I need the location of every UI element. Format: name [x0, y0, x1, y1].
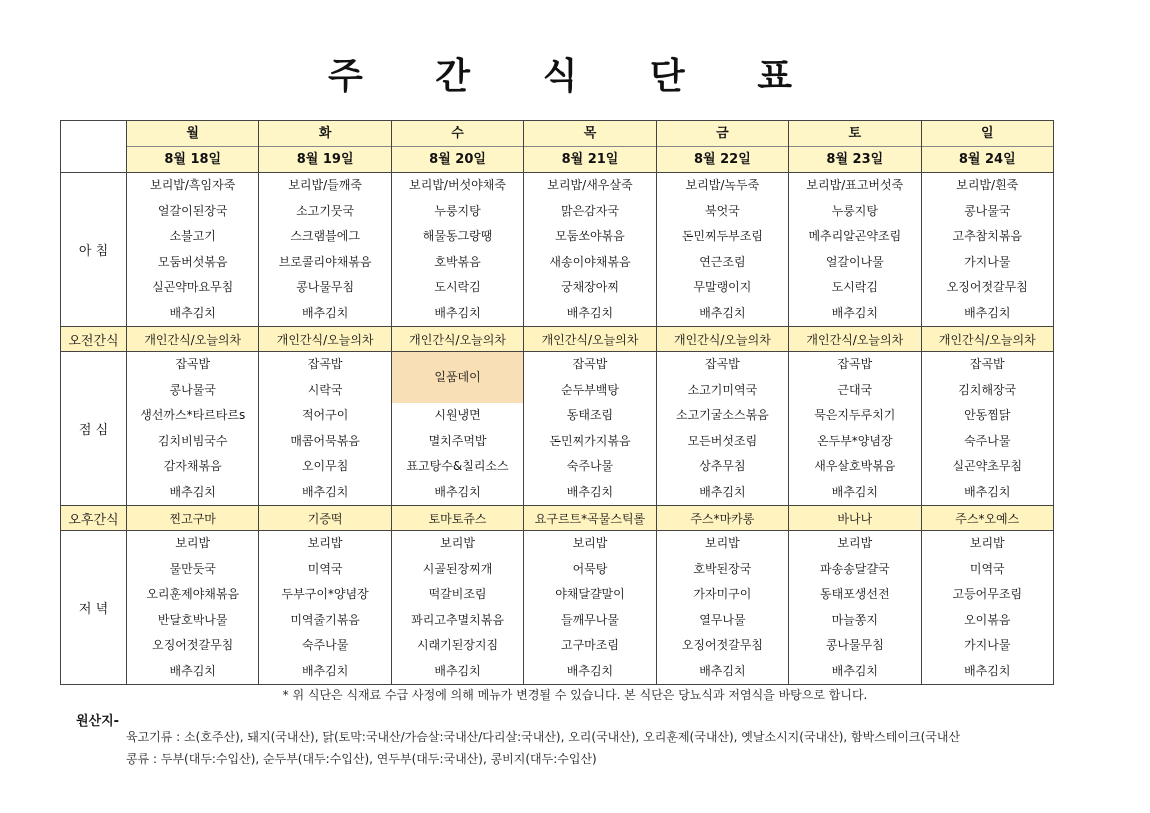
lunch-mon: [127, 352, 259, 506]
menu-item: 소불고기: [169, 229, 216, 243]
menu-item: 새송이야채볶음: [549, 254, 631, 269]
menu-item: 얼갈이된장국: [157, 203, 228, 218]
menu-item: 가지나물: [964, 254, 1011, 269]
lunch-label: 점 심: [61, 352, 127, 506]
menu-item-special: 일품데이: [392, 352, 523, 403]
dinner-fri: [656, 531, 788, 685]
menu-item: 배추김치: [301, 663, 349, 678]
day-name: 화: [318, 126, 332, 141]
menu-item: 감자채볶음: [163, 459, 222, 473]
menu-item: 보리밥/흑임자죽: [150, 178, 236, 192]
menu-item: 김치비빔국수: [157, 433, 228, 448]
lunch-wed: [391, 352, 523, 506]
day-date: 8월 20일: [392, 146, 523, 172]
menu-item: 고추참치볶음: [952, 229, 1023, 243]
day-name: 목: [583, 126, 597, 141]
menu-item: 오징어젓갈무침: [681, 638, 763, 652]
menu-item: 연근조림: [699, 254, 746, 269]
breakfast-sat: [789, 173, 921, 327]
menu-item: 도시락김: [831, 280, 878, 294]
menu-item: 배추김치: [566, 663, 614, 678]
menu-item: 보리밥: [705, 536, 740, 550]
menu-item: 무말랭이지: [693, 280, 752, 294]
menu-item: 돈민찌가지볶음: [549, 433, 631, 448]
menu-item: 보리밥: [175, 536, 211, 550]
menu-item: 상추무침: [699, 459, 746, 473]
menu-item: 보리밥/버섯야채죽: [409, 178, 506, 192]
menu-item: 동태조림: [566, 408, 614, 422]
day-date: 8월 19일: [259, 146, 390, 172]
menu-item: 물만둣국: [169, 561, 216, 576]
menu-item: 실곤약초무침: [952, 459, 1023, 473]
menu-item: 콩나물국: [169, 382, 216, 397]
lunch-tue: [259, 352, 391, 506]
menu-item: 보리밥: [969, 536, 1005, 550]
menu-item: 배추김치: [831, 484, 878, 499]
dinner-mon: [127, 531, 259, 685]
lunch-sat: [789, 352, 921, 506]
menu-item: 배추김치: [831, 305, 878, 320]
pm-snack-sat: 바나나: [789, 506, 921, 531]
menu-item: 보리밥: [572, 536, 608, 550]
menu-item: 생선까스*타르타르s: [140, 408, 246, 422]
lunch-thu: [524, 352, 656, 506]
am-snack-thu: 개인간식/오늘의차: [524, 327, 656, 352]
menu-item: 소고기뭇국: [296, 203, 355, 218]
menu-item: 배추김치: [831, 663, 878, 678]
breakfast-tue: [259, 173, 391, 327]
menu-item: 맑은감자국: [560, 203, 619, 218]
menu-item: 돈민찌두부조림: [681, 229, 763, 243]
am-snack-tue: 개인간식/오늘의차: [259, 327, 391, 352]
day-header-tue: [259, 121, 391, 173]
menu-item: 호박볶음: [434, 254, 481, 269]
am-snack-wed: 개인간식/오늘의차: [391, 327, 523, 352]
menu-item: 배추김치: [301, 305, 349, 320]
day-header-wed: [391, 121, 523, 173]
corner-cell: [61, 121, 127, 173]
pm-snack-mon: 찐고구마: [127, 506, 259, 531]
pm-snack-label: 오후간식: [61, 506, 127, 531]
menu-item: 온두부*양념장: [817, 433, 893, 448]
menu-item: 잡곡밥: [969, 357, 1005, 371]
menu-item: 브로콜리야채볶음: [278, 254, 372, 269]
pm-snack-wed: 토마토쥬스: [391, 506, 523, 531]
am-snack-fri: 개인간식/오늘의차: [656, 327, 788, 352]
lunch-sun: [921, 352, 1053, 506]
day-header-thu: [524, 121, 656, 173]
menu-item: 마늘쫑지: [831, 612, 878, 627]
menu-item: 멸치주먹밥: [428, 433, 487, 448]
day-name: 수: [451, 126, 464, 141]
am-snack-label: 오전간식: [61, 327, 127, 352]
menu-item: 보리밥: [440, 536, 475, 550]
menu-item: 배추김치: [699, 484, 746, 499]
menu-item: 배추김치: [169, 484, 216, 499]
dinner-wed: [391, 531, 523, 685]
menu-item: 오징어젓갈무침: [946, 280, 1028, 294]
menu-item: 두부구이*양념장: [281, 587, 369, 601]
menu-item: 숙주나물: [964, 433, 1011, 448]
menu-item: 야채달걀말이: [555, 587, 625, 601]
day-header-fri: [656, 121, 788, 173]
menu-item: 보리밥/새우살죽: [547, 178, 633, 192]
menu-item: 매콤어묵볶음: [290, 433, 360, 448]
menu-item: 미역국: [969, 561, 1005, 576]
menu-item: 스크램블에그: [290, 229, 360, 243]
weekly-menu-table: [60, 120, 1054, 685]
breakfast-mon: [127, 173, 259, 327]
menu-item: 잡곡밥: [307, 357, 343, 371]
day-date: 8월 18일: [127, 146, 258, 172]
menu-item: 잡곡밥: [572, 357, 608, 371]
menu-item: 숙주나물: [566, 459, 614, 473]
dinner-tue: [259, 531, 391, 685]
menu-item: 모둠버섯볶음: [157, 254, 228, 269]
menu-item: 모둠쏘야볶음: [555, 229, 625, 243]
menu-item: 북엇국: [705, 203, 740, 218]
pm-snack-sun: 주스*오예스: [921, 506, 1053, 531]
menu-item: 배추김치: [964, 663, 1011, 678]
menu-item: 고등어무조림: [952, 587, 1023, 601]
breakfast-wed: [391, 173, 523, 327]
breakfast-label: 아 침: [61, 173, 127, 327]
menu-item: 보리밥/녹두죽: [685, 178, 760, 192]
menu-item: 소고기미역국: [687, 382, 758, 397]
menu-item: 동태포생선전: [820, 587, 890, 601]
day-date: 8월 23일: [789, 146, 920, 172]
menu-item: 떡갈비조림: [428, 587, 487, 601]
dinner-label: 저 녁: [61, 531, 127, 685]
origin-beans: 콩류 : 두부(대두:수입산), 순두부(대두:수입산), 연두부(대두:국내산), 콩비지(대두:수입산): [126, 752, 597, 766]
menu-item: 오이볶음: [964, 612, 1011, 627]
origin-meat: 육고기류 : 소(호주산), 돼지(국내산), 닭(토막:국내산/가슴살:국내산/다리살:국내산), 오리(국내산), 오리훈제(국내산), 옛날소시지(국내산), 함박스테이크(국내산: [126, 730, 961, 744]
breakfast-thu: [524, 173, 656, 327]
day-name: 금: [716, 126, 729, 141]
menu-item: 오리훈제야채볶음: [146, 587, 240, 601]
am-snack-mon: 개인간식/오늘의차: [127, 327, 259, 352]
pm-snack-tue: 기증떡: [259, 506, 391, 531]
menu-item: 도시락김: [434, 280, 481, 294]
menu-item: 고구마조림: [560, 638, 619, 652]
pm-snack-thu: 요구르트*곡물스틱롤: [524, 506, 656, 531]
day-date: 8월 21일: [524, 146, 655, 172]
day-date: 8월 24일: [922, 146, 1053, 172]
breakfast-sun: [921, 173, 1053, 327]
menu-item: 호박된장국: [693, 561, 752, 576]
dinner-sat: [789, 531, 921, 685]
menu-item: 열무나물: [699, 612, 746, 627]
menu-item: 시원냉면: [434, 408, 481, 422]
menu-item: 오이무침: [301, 459, 349, 473]
menu-item: 시골된장찌개: [422, 561, 493, 576]
menu-item: 배추김치: [434, 663, 481, 678]
menu-item: 누룽지탕: [434, 203, 481, 218]
menu-item: 배추김치: [964, 305, 1011, 320]
menu-item: 배추김치: [434, 305, 481, 320]
pm-snack-row: [61, 506, 1054, 531]
menu-item: 모든버섯조림: [687, 433, 758, 448]
menu-item: 배추김치: [566, 484, 614, 499]
menu-item: 김치해장국: [958, 382, 1017, 397]
menu-item: 배추김치: [964, 484, 1011, 499]
lunch-row: [61, 352, 1054, 506]
menu-item: 보리밥: [307, 536, 343, 550]
day-header-sat: [789, 121, 921, 173]
menu-item: 보리밥: [837, 536, 873, 550]
menu-item: 누룽지탕: [831, 203, 878, 218]
menu-item: 미역줄기볶음: [290, 612, 360, 627]
am-snack-row: [61, 327, 1054, 352]
menu-item: 해물동그랑땡: [422, 229, 493, 243]
menu-item: 콩나물무침: [825, 638, 884, 652]
menu-item: 보리밥/흰죽: [956, 178, 1019, 192]
day-header-sun: [921, 121, 1053, 173]
breakfast-fri: [656, 173, 788, 327]
menu-item: 순두부백탕: [560, 382, 619, 397]
menu-item: 적어구이: [301, 408, 349, 422]
menu-item: 배추김치: [169, 305, 216, 320]
dinner-thu: [524, 531, 656, 685]
menu-item: 배추김치: [434, 484, 481, 499]
menu-item: 잡곡밥: [175, 357, 211, 371]
menu-item: 배추김치: [699, 305, 746, 320]
menu-item: 실곤약마요무침: [152, 280, 234, 294]
menu-item: 새우살호박볶음: [814, 459, 896, 473]
menu-item: 들깨무나물: [560, 612, 619, 627]
menu-item: 시락국: [307, 382, 343, 397]
day-name: 토: [848, 126, 862, 141]
am-snack-sun: 개인간식/오늘의차: [921, 327, 1053, 352]
dinner-row: [61, 531, 1054, 685]
menu-item: 배추김치: [699, 663, 746, 678]
menu-item: 표고탕수&칠리소스: [406, 459, 509, 473]
menu-item: 배추김치: [169, 663, 216, 678]
menu-item: 잡곡밥: [705, 357, 740, 371]
day-header-row: [61, 121, 1054, 173]
am-snack-sat: 개인간식/오늘의차: [789, 327, 921, 352]
menu-item: 미역국: [307, 561, 343, 576]
menu-item: 배추김치: [301, 484, 349, 499]
menu-item: 근대국: [837, 382, 873, 397]
menu-item: 반달호박나물: [157, 612, 228, 627]
menu-item: 콩나물국: [964, 203, 1011, 218]
menu-item: 보리밥/들깨죽: [288, 178, 362, 192]
menu-item: 어묵탕: [572, 561, 608, 576]
pm-snack-fri: 주스*마카롱: [656, 506, 788, 531]
menu-item: 잡곡밥: [837, 357, 873, 371]
menu-item: 가지나물: [964, 638, 1011, 652]
menu-item: 가자미구이: [693, 587, 752, 601]
dinner-sun: [921, 531, 1053, 685]
menu-item: 파송송달걀국: [820, 561, 890, 576]
origin-title: 원산지-: [76, 714, 120, 729]
menu-item: 배추김치: [566, 305, 614, 320]
menu-item: 콩나물무침: [296, 280, 355, 294]
menu-item: 보리밥/표고버섯죽: [806, 178, 904, 192]
menu-item: 얼갈이나물: [825, 254, 884, 269]
day-header-mon: [127, 121, 259, 173]
breakfast-row: [61, 173, 1054, 327]
menu-item: 메추리알곤약조림: [808, 229, 902, 243]
menu-item: 소고기굴소스볶음: [676, 408, 769, 422]
lunch-fri: [656, 352, 788, 506]
menu-item: 안동찜닭: [964, 408, 1011, 422]
day-date: 8월 22일: [657, 146, 788, 172]
menu-item: 궁채장아찌: [560, 280, 619, 294]
day-name: 일: [980, 126, 994, 141]
menu-item: 꽈리고추멸치볶음: [411, 612, 504, 627]
menu-item: 숙주나물: [301, 638, 349, 652]
menu-item: 오징어젓갈무침: [152, 638, 234, 652]
page-title: 주 간 식 단 표: [327, 56, 822, 97]
menu-item: 묵은지두루치기: [814, 408, 896, 422]
menu-item: 시래기된장지짐: [416, 638, 499, 652]
day-name: 월: [186, 126, 199, 141]
menu-footnote: * 위 식단은 식재료 수급 사정에 의해 메뉴가 변경될 수 있습니다. 본 식단은 당뇨식과 저염식을 바탕으로 합니다.: [282, 688, 868, 702]
